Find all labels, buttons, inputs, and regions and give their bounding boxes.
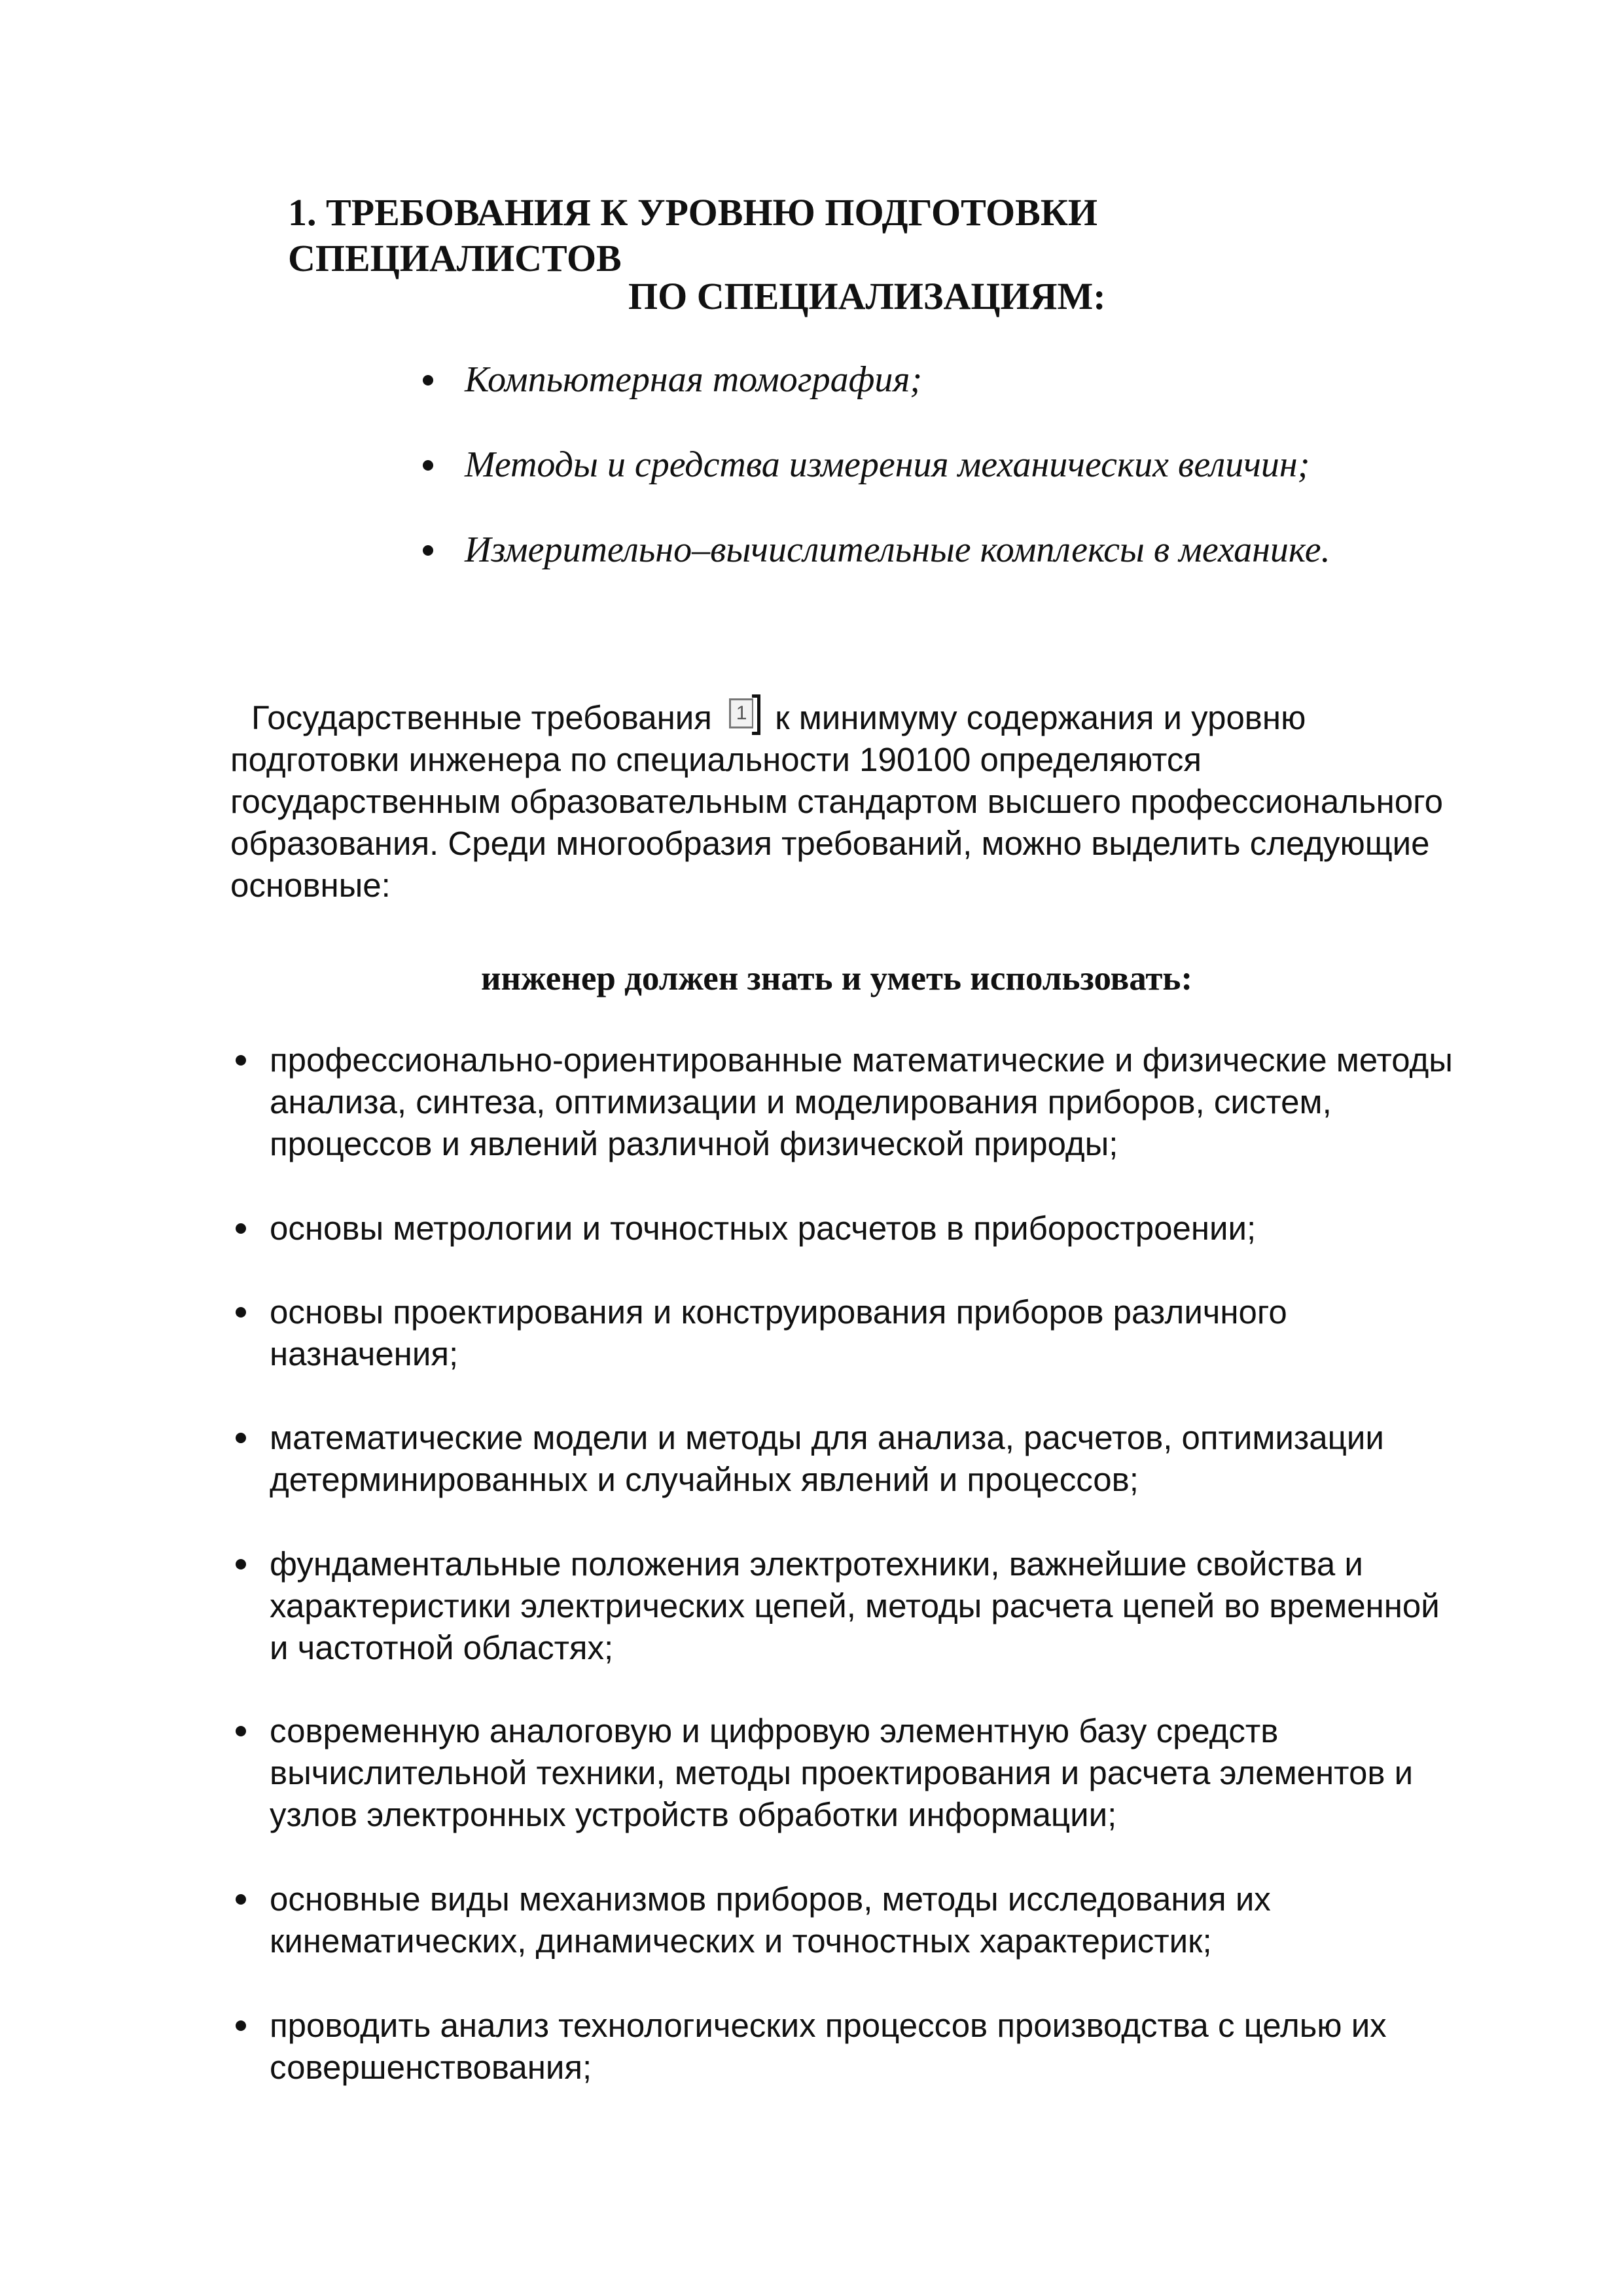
requirement-line: вычислительной техники, методы проектирования и расчета элементов и	[270, 1754, 1414, 1791]
requirement-line: проводить анализ технологических процессов производства с целью их	[270, 2007, 1387, 2044]
specialization-label: Методы и средства измерения механических величин;	[465, 444, 1310, 485]
intro-text-before-ref: Государственные требования	[251, 699, 712, 736]
specialization-label: Измерительно–вычислительные комплексы в механике.	[465, 529, 1330, 570]
bullet-icon	[236, 1726, 246, 1736]
requirement-line: основные виды механизмов приборов, методы исследования их	[270, 1880, 1271, 1918]
requirement-line: кинематических, динамических и точностных характеристик;	[270, 1922, 1212, 1960]
specialization-item	[419, 357, 1531, 403]
bullet-icon	[236, 1307, 246, 1318]
intro-line: образования. Среди многообразия требований, можно выделить следующие	[230, 825, 1430, 862]
requirement-line: процессов и явлений различной физической природы;	[270, 1125, 1118, 1162]
specialization-item	[419, 442, 1531, 488]
bullet-icon	[236, 1055, 246, 1066]
requirement-line: детерминированных и случайных явлений и процессов;	[270, 1461, 1139, 1498]
bullet-icon	[236, 1223, 246, 1234]
reference-number: 1	[729, 698, 753, 728]
reference-link[interactable]	[725, 697, 762, 735]
bracket-icon	[752, 694, 760, 735]
intro-text-after-ref: к минимуму содержания и уровню	[775, 699, 1306, 736]
specialization-item	[419, 527, 1531, 573]
intro-paragraph	[230, 697, 1513, 906]
bullet-icon	[423, 375, 433, 386]
requirement-line: совершенствования;	[270, 2049, 592, 2086]
intro-line: основные:	[230, 867, 391, 904]
bullet-icon	[236, 1559, 246, 1570]
intro-first-line	[230, 697, 1513, 739]
requirement-item	[230, 1878, 1513, 1962]
bullet-icon	[236, 1894, 246, 1905]
section-title: 1. ТРЕБОВАНИЯ К УРОВНЮ ПОДГОТОВКИ СПЕЦИАЛИСТОВ	[288, 191, 1098, 279]
requirement-line: узлов электронных устройств обработки информации;	[270, 1796, 1117, 1833]
requirement-line: математические модели и методы для анализа, расчетов, оптимизации	[270, 1419, 1384, 1456]
bullet-icon	[236, 1433, 246, 1443]
requirement-item	[230, 1039, 1513, 1165]
bullet-icon	[423, 460, 433, 471]
requirement-line: назначения;	[270, 1335, 459, 1372]
requirement-line: основы метрологии и точностных расчетов в приборостроении;	[270, 1210, 1257, 1247]
requirements-heading: инженер должен знать и уметь использовать:	[481, 960, 1193, 997]
requirement-item	[230, 1417, 1513, 1501]
specialization-label: Компьютерная томография;	[465, 359, 923, 400]
bullet-icon	[423, 545, 433, 556]
requirement-line: основы проектирования и конструирования приборов различного	[270, 1293, 1287, 1331]
requirement-line: современную аналоговую и цифровую элементную базу средств	[270, 1712, 1279, 1749]
requirement-item	[230, 2005, 1513, 2089]
requirement-line: характеристики электрических цепей, методы расчета цепей во временной	[270, 1587, 1440, 1624]
requirement-item	[230, 1208, 1513, 1249]
intro-line: государственным образовательным стандартом высшего профессионального	[230, 783, 1443, 820]
requirement-item	[230, 1291, 1513, 1375]
bullet-icon	[236, 2020, 246, 2031]
requirement-line: фундаментальные положения электротехники, важнейшие свойства и	[270, 1545, 1363, 1583]
requirement-item	[230, 1710, 1513, 1836]
requirement-line: анализа, синтеза, оптимизации и моделирования приборов, систем,	[270, 1083, 1332, 1121]
requirement-line: и частотной областях;	[270, 1629, 614, 1666]
section-title-continuation: ПО СПЕЦИАЛИЗАЦИЯМ:	[628, 275, 1106, 317]
requirement-line: профессионально-ориентированные математические и физические методы	[270, 1041, 1453, 1079]
specializations-list	[419, 357, 1531, 612]
intro-line: подготовки инженера по специальности 190100 определяются	[230, 741, 1202, 778]
requirement-item	[230, 1543, 1513, 1669]
